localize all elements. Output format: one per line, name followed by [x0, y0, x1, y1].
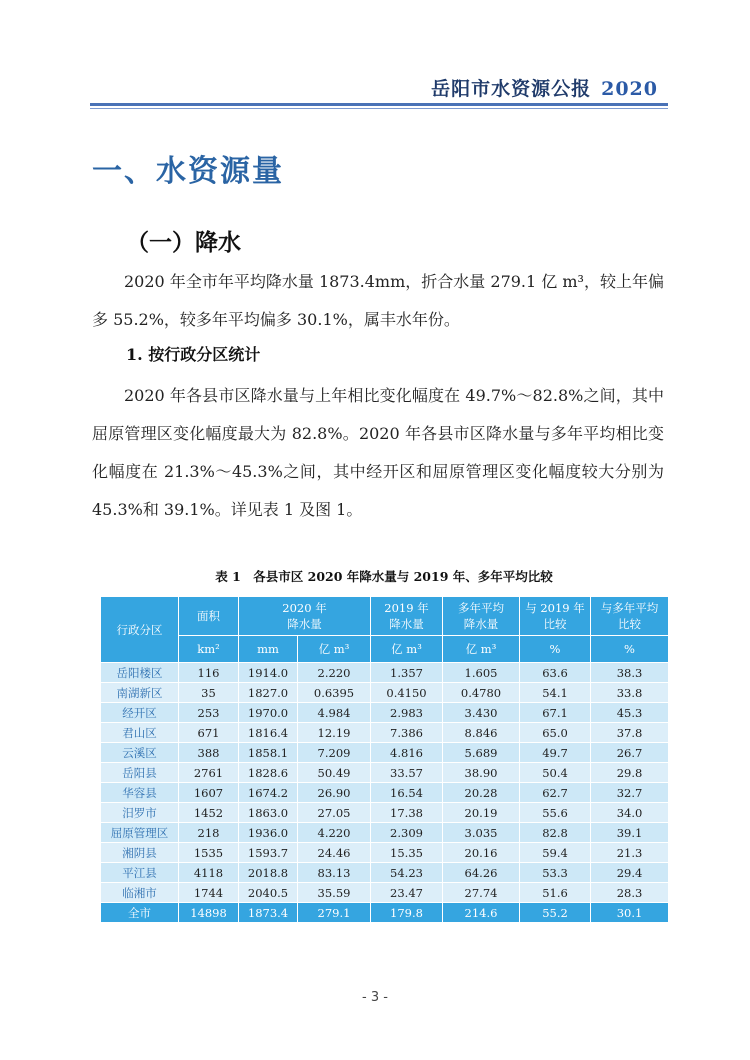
value-cell: 0.6395 [298, 683, 371, 703]
value-cell: 27.74 [443, 883, 520, 903]
value-cell: 38.3 [591, 663, 669, 683]
value-cell: 3.430 [443, 703, 520, 723]
value-cell: 2040.5 [239, 883, 298, 903]
region-cell: 平江县 [101, 863, 179, 883]
table-row [101, 743, 669, 763]
paragraph-1-text: 2020 年全市年平均降水量 1873.4mm，折合水量 279.1 亿 m³，较上年偏多 55.2%，较多年平均偏多 30.1%，属丰水年份。 [92, 272, 664, 329]
header-compare-2019: 与 2019 年 比较 [520, 597, 591, 636]
value-cell: 29.8 [591, 763, 669, 783]
value-cell: 45.3 [591, 703, 669, 723]
value-cell: 2.983 [371, 703, 443, 723]
value-cell: 15.35 [371, 843, 443, 863]
value-cell: 50.4 [520, 763, 591, 783]
region-cell: 经开区 [101, 703, 179, 723]
value-cell: 1.357 [371, 663, 443, 683]
value-cell: 55.2 [520, 903, 591, 923]
table-row [101, 663, 669, 683]
value-cell: 39.1 [591, 823, 669, 843]
value-cell: 2.220 [298, 663, 371, 683]
value-cell: 82.8 [520, 823, 591, 843]
value-cell: 64.26 [443, 863, 520, 883]
table-total-row [101, 903, 669, 923]
region-cell: 南湖新区 [101, 683, 179, 703]
precipitation-table [100, 596, 668, 923]
value-cell: 1452 [179, 803, 239, 823]
report-title [431, 74, 658, 101]
region-cell: 湘阴县 [101, 843, 179, 863]
table-row [101, 703, 669, 723]
table-row [101, 763, 669, 783]
header-divider [90, 103, 668, 106]
value-cell: 1607 [179, 783, 239, 803]
value-cell: 62.7 [520, 783, 591, 803]
value-cell: 4118 [179, 863, 239, 883]
region-cell: 云溪区 [101, 743, 179, 763]
value-cell: 53.3 [520, 863, 591, 883]
value-cell: 1827.0 [239, 683, 298, 703]
value-cell: 4.220 [298, 823, 371, 843]
value-cell: 2.309 [371, 823, 443, 843]
value-cell: 1970.0 [239, 703, 298, 723]
value-cell: 49.7 [520, 743, 591, 763]
value-cell: 14898 [179, 903, 239, 923]
value-cell: 34.0 [591, 803, 669, 823]
region-cell: 君山区 [101, 723, 179, 743]
value-cell: 253 [179, 703, 239, 723]
unit-volume-average: 亿 m³ [443, 636, 520, 663]
value-cell: 54.1 [520, 683, 591, 703]
region-cell: 岳阳县 [101, 763, 179, 783]
value-cell: 12.19 [298, 723, 371, 743]
table-row [101, 783, 669, 803]
value-cell: 20.28 [443, 783, 520, 803]
value-cell: 5.689 [443, 743, 520, 763]
page-number: - 3 - [362, 990, 388, 1005]
region-cell: 屈原管理区 [101, 823, 179, 843]
value-cell: 1535 [179, 843, 239, 863]
chapter-title: 一、水资源量 [92, 154, 284, 189]
value-cell: 0.4150 [371, 683, 443, 703]
table-row [101, 803, 669, 823]
value-cell: 33.8 [591, 683, 669, 703]
unit-area: km² [179, 636, 239, 663]
value-cell: 21.3 [591, 843, 669, 863]
value-cell: 55.6 [520, 803, 591, 823]
value-cell: 279.1 [298, 903, 371, 923]
value-cell: 50.49 [298, 763, 371, 783]
table-body [101, 663, 669, 923]
value-cell: 1674.2 [239, 783, 298, 803]
value-cell: 1.605 [443, 663, 520, 683]
value-cell: 20.16 [443, 843, 520, 863]
value-cell: 671 [179, 723, 239, 743]
table-row [101, 843, 669, 863]
value-cell: 37.8 [591, 723, 669, 743]
body-paragraph-2 [92, 377, 664, 529]
value-cell: 4.984 [298, 703, 371, 723]
value-cell: 218 [179, 823, 239, 843]
header-2020: 2020 年 降水量 [239, 597, 371, 636]
value-cell: 2761 [179, 763, 239, 783]
value-cell: 3.035 [443, 823, 520, 843]
table-row [101, 683, 669, 703]
header-area: 面积 [179, 597, 239, 636]
value-cell: 7.386 [371, 723, 443, 743]
value-cell: 214.6 [443, 903, 520, 923]
unit-percent-2019: % [520, 636, 591, 663]
region-cell: 岳阳楼区 [101, 663, 179, 683]
header-divider-thin [90, 108, 668, 109]
value-cell: 20.19 [443, 803, 520, 823]
value-cell: 35 [179, 683, 239, 703]
value-cell: 59.4 [520, 843, 591, 863]
value-cell: 83.13 [298, 863, 371, 883]
value-cell: 116 [179, 663, 239, 683]
value-cell: 17.38 [371, 803, 443, 823]
table-caption: 表 1 各县市区 2020 年降水量与 2019 年、多年平均比较 [215, 569, 553, 584]
body-paragraph-1 [92, 263, 664, 339]
value-cell: 16.54 [371, 783, 443, 803]
value-cell: 35.59 [298, 883, 371, 903]
value-cell: 29.4 [591, 863, 669, 883]
paragraph-2-text: 2020 年各县市区降水量与上年相比变化幅度在 49.7%～82.8%之间，其中屈原管理区变化幅度最大为 82.8%。2020 年各县市区降水量与多年平均相比变化幅度在 21.3%～45.3%之间，其中经开区和屈原管理区变化幅度较大分别为 45.3%和 39.1%。详见表 1 及图 1。 [92, 386, 664, 519]
table-row [101, 823, 669, 843]
table-row [101, 883, 669, 903]
value-cell: 7.209 [298, 743, 371, 763]
value-cell: 63.6 [520, 663, 591, 683]
value-cell: 23.47 [371, 883, 443, 903]
unit-volume-2019: 亿 m³ [371, 636, 443, 663]
header-region: 行政分区 [101, 597, 179, 663]
value-cell: 2018.8 [239, 863, 298, 883]
value-cell: 30.1 [591, 903, 669, 923]
value-cell: 1863.0 [239, 803, 298, 823]
value-cell: 1828.6 [239, 763, 298, 783]
table-row [101, 723, 669, 743]
value-cell: 1914.0 [239, 663, 298, 683]
value-cell: 67.1 [520, 703, 591, 723]
value-cell: 28.3 [591, 883, 669, 903]
value-cell: 65.0 [520, 723, 591, 743]
subheading: 1. 按行政分区统计 [126, 345, 261, 364]
value-cell: 1858.1 [239, 743, 298, 763]
value-cell: 179.8 [371, 903, 443, 923]
value-cell: 26.90 [298, 783, 371, 803]
unit-mm: mm [239, 636, 298, 663]
report-year: 2020 [601, 78, 658, 100]
unit-percent-average: % [591, 636, 669, 663]
region-cell: 汨罗市 [101, 803, 179, 823]
value-cell: 33.57 [371, 763, 443, 783]
section-title: （一）降水 [126, 230, 241, 256]
table-row [101, 863, 669, 883]
value-cell: 388 [179, 743, 239, 763]
value-cell: 27.05 [298, 803, 371, 823]
report-title-text: 岳阳市水资源公报 [431, 78, 592, 100]
value-cell: 24.46 [298, 843, 371, 863]
value-cell: 32.7 [591, 783, 669, 803]
header-average: 多年平均 降水量 [443, 597, 520, 636]
value-cell: 54.23 [371, 863, 443, 883]
header-2019: 2019 年 降水量 [371, 597, 443, 636]
value-cell: 4.816 [371, 743, 443, 763]
value-cell: 1816.4 [239, 723, 298, 743]
value-cell: 51.6 [520, 883, 591, 903]
value-cell: 1593.7 [239, 843, 298, 863]
value-cell: 1936.0 [239, 823, 298, 843]
header-compare-average: 与多年平均 比较 [591, 597, 669, 636]
value-cell: 38.90 [443, 763, 520, 783]
value-cell: 1744 [179, 883, 239, 903]
value-cell: 1873.4 [239, 903, 298, 923]
region-cell: 全市 [101, 903, 179, 923]
unit-volume-2020: 亿 m³ [298, 636, 371, 663]
value-cell: 0.4780 [443, 683, 520, 703]
region-cell: 华容县 [101, 783, 179, 803]
value-cell: 8.846 [443, 723, 520, 743]
value-cell: 26.7 [591, 743, 669, 763]
region-cell: 临湘市 [101, 883, 179, 903]
